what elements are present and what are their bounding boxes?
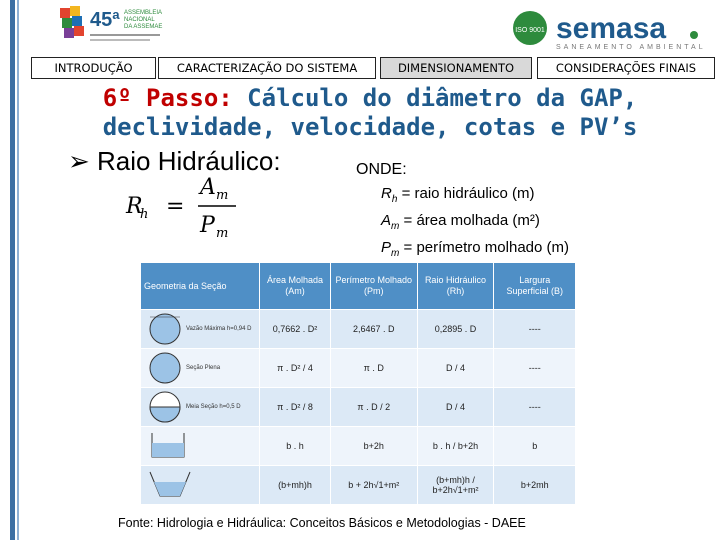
tab-consideracoes-finais[interactable]: CONSIDERAÇÕES FINAIS — [537, 57, 715, 79]
rectangular-channel-icon — [148, 431, 188, 461]
cell-larg: ---- — [494, 349, 576, 388]
svg-text:SANEAMENTO AMBIENTAL: SANEAMENTO AMBIENTAL — [556, 44, 706, 51]
semasa-logo — [512, 8, 712, 52]
bullet-text: Raio Hidráulico: — [97, 146, 281, 176]
definitions-list — [381, 183, 569, 264]
cell-perim: b + 2h√1+m² — [331, 466, 418, 505]
source-caption: Fonte: Hidrologia e Hidráulica: Conceitos Básicos e Metodologias - DAEE — [118, 516, 526, 530]
cell-area: π . D² / 8 — [260, 388, 331, 427]
svg-text:=: = — [166, 194, 185, 219]
cell-area: π . D² / 4 — [260, 349, 331, 388]
table-row — [141, 310, 576, 349]
tab-introducao[interactable]: INTRODUÇÃO — [31, 57, 156, 79]
svg-text:45ª: 45ª — [90, 9, 120, 31]
cell-raio: D / 4 — [417, 388, 494, 427]
assemae-45-logo — [60, 4, 170, 48]
section-shape-cell — [141, 466, 260, 505]
cell-raio: D / 4 — [417, 349, 494, 388]
cell-larg: b+2mh — [494, 466, 576, 505]
cell-perim: b+2h — [331, 427, 418, 466]
cell-larg: ---- — [494, 388, 576, 427]
title-line2: declividade, velocidade, cotas e PV’s — [102, 113, 638, 141]
onde-label: ONDE: — [356, 161, 407, 178]
svg-text:NACIONAL: NACIONAL — [124, 17, 155, 23]
cell-area: b . h — [260, 427, 331, 466]
table-row — [141, 427, 576, 466]
half-circle-icon — [148, 390, 182, 424]
cell-perim: π . D — [331, 349, 418, 388]
section-shape-cell: Seção Plena — [141, 349, 260, 388]
svg-text:A: A — [200, 175, 216, 200]
trapezoidal-channel-icon — [148, 470, 192, 500]
title-step: 6º Passo: — [102, 84, 233, 112]
cell-perim: 2,6467 . D — [331, 310, 418, 349]
svg-text:ASSEMBLEIA: ASSEMBLEIA — [124, 10, 163, 16]
header-area: Área Molhada (Am) — [260, 263, 331, 310]
geometry-table — [140, 262, 576, 506]
table-row — [141, 349, 576, 388]
cell-area: (b+mh)h — [260, 466, 331, 505]
cell-raio: (b+mh)h / b+2h√1+m² — [417, 466, 494, 505]
cell-larg: b — [494, 427, 576, 466]
cell-area: 0,7662 . D² — [260, 310, 331, 349]
table-row — [141, 466, 576, 505]
cell-larg: ---- — [494, 310, 576, 349]
cell-raio: b . h / b+2h — [417, 427, 494, 466]
slide-title — [30, 84, 710, 142]
header-largura: Largura Superficial (B) — [494, 263, 576, 310]
svg-text:ISO 9001: ISO 9001 — [515, 27, 545, 34]
circle-section-icon — [148, 312, 182, 346]
svg-text:m: m — [216, 188, 229, 203]
header-geometria: Geometria da Seção — [141, 263, 260, 310]
svg-text:semasa: semasa — [556, 12, 667, 45]
title-line1: Cálculo do diâmetro da GAP, — [232, 84, 638, 112]
svg-text:m: m — [216, 226, 229, 241]
header-raio: Raio Hidráulico (Rh) — [417, 263, 494, 310]
def-pm: $P_m$ = perímetro molhado (m) — [381, 239, 570, 259]
section-nav — [0, 57, 720, 81]
section-shape-cell — [141, 427, 260, 466]
section-shape-cell: Meia Seção h=0,5 D — [141, 388, 260, 427]
def-rh: $R_h$ = raio hidráulico (m) — [381, 185, 535, 205]
full-circle-icon — [148, 351, 182, 385]
left-accent-bar — [10, 0, 15, 540]
left-accent-bar-thin — [17, 0, 19, 540]
section-shape-cell: Vazão Máxima h=0,94 D — [141, 310, 260, 349]
header-perimetro: Perímetro Molhado (Pm) — [331, 263, 418, 310]
svg-text:R: R — [126, 194, 143, 219]
tab-caracterizacao[interactable]: CARACTERIZAÇÃO DO SISTEMA — [158, 57, 376, 79]
svg-text:h: h — [140, 207, 149, 222]
svg-text:DA ASSEMAE: DA ASSEMAE — [124, 24, 163, 30]
table-row — [141, 388, 576, 427]
rh-formula — [124, 172, 244, 248]
cell-perim: π . D / 2 — [331, 388, 418, 427]
cell-raio: 0,2895 . D — [417, 310, 494, 349]
svg-text:P: P — [200, 213, 215, 238]
tab-dimensionamento[interactable]: DIMENSIONAMENTO — [380, 57, 532, 79]
def-am: $A_m$ = área molhada (m²) — [381, 212, 540, 232]
arrow-bullet-icon: ➢ — [68, 147, 90, 177]
